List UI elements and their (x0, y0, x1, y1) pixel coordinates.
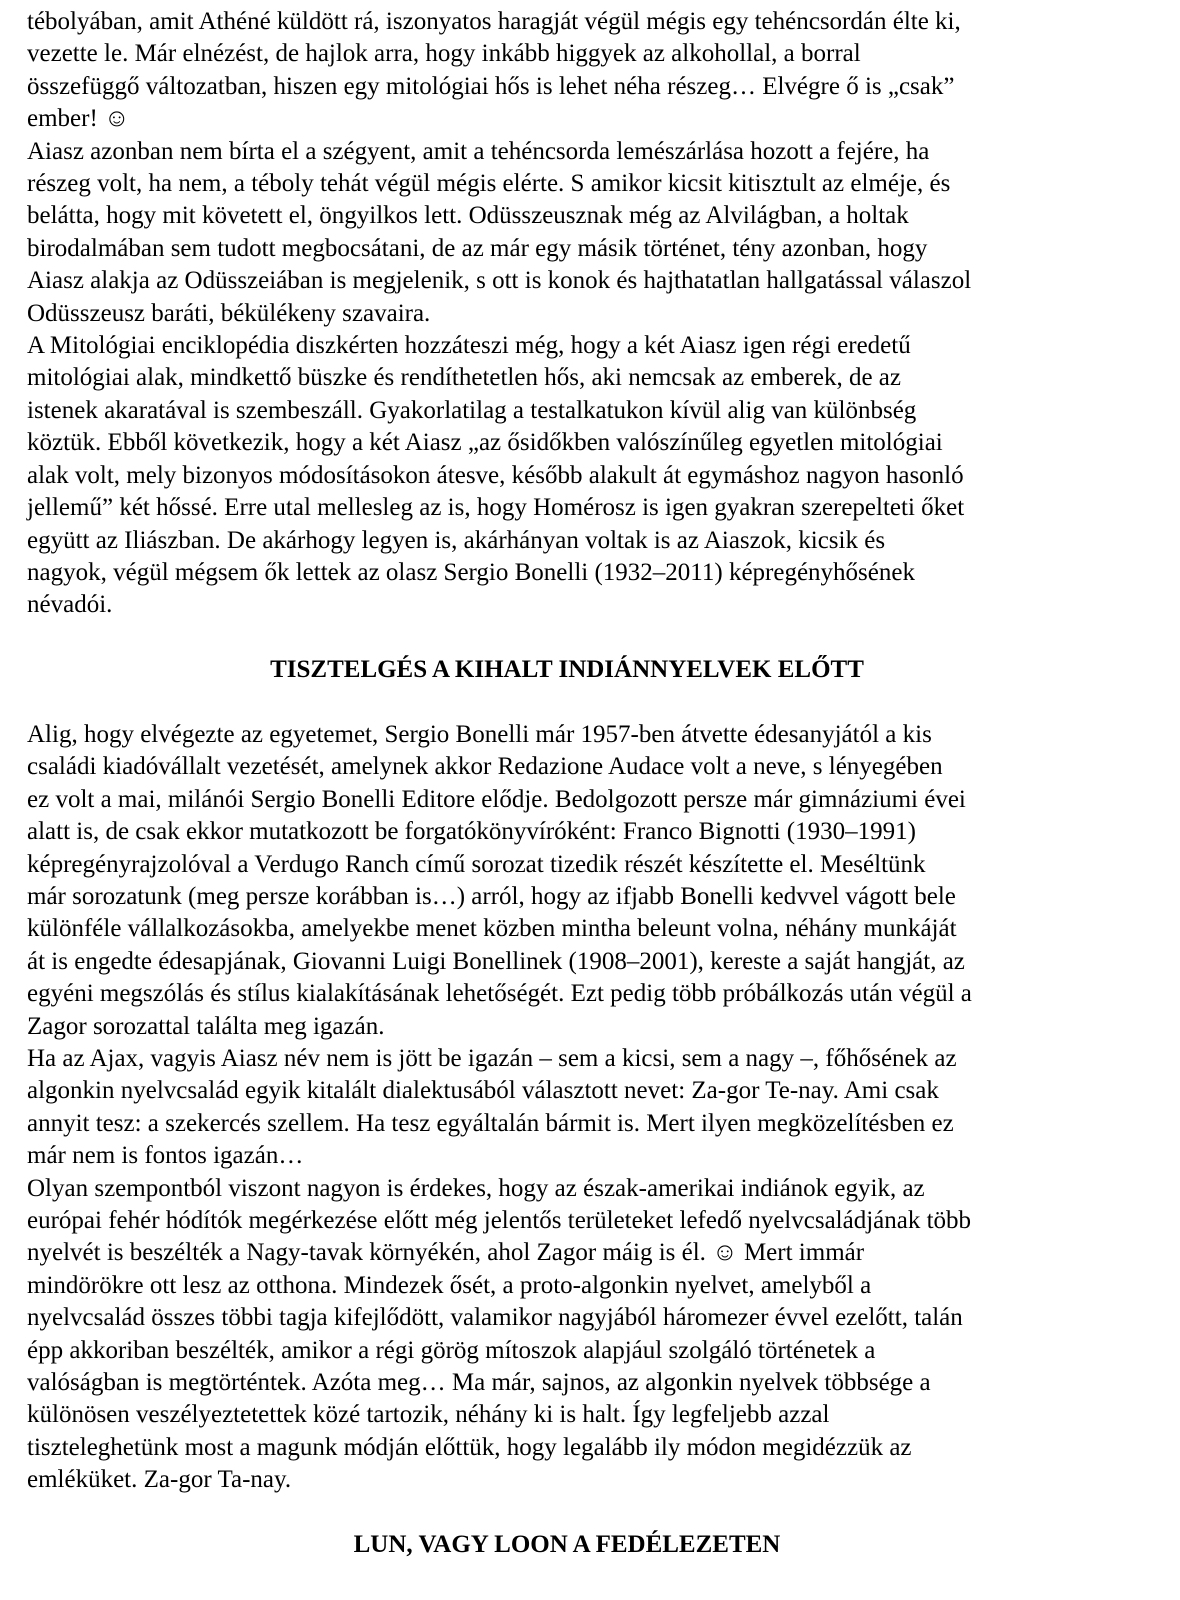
paragraph-ajax-madness: tébolyában, amit Athéné küldött rá, iszonyatos haragját végül mégis egy tehéncsordán élte ki, vezette le. Már elnézést, de hajlok arra, hogy inkább higgyek az alkohollal, a borral összefüggő változatban, hiszen egy mitológiai hős is lehet néha részeg… Elvégre ő is „csak” ember! ☺ (27, 8, 961, 133)
paragraph-bonelli-career: Alig, hogy elvégezte az egyetemet, Sergio Bonelli már 1957-ben átvette édesanyjától a kis családi kiadóvállalt vezetését, amelynek akkor Redazione Audace volt a neve, s lényegében ez volt a mai, milánói Sergio Bonelli Editore elődje. Bedolgozott persze már gimnáziumi évei alatt is, de csak ekkor mutatkozott be forgatókönyvíróként: Franco Bignotti (1930–1991) képregényrajzolóval a Verdugo Ranch című sorozat tizedik részét készítette el. Meséltünk már sorozatunk (meg persze korábban is…) arról, hogy az ifjabb Bonelli kedvvel vágott bele különféle vállalkozásokba, amelyekbe menet közben mintha beleunt volna, néhány munkáját át is engedte édesapjának, Giovanni Luigi Bonellinek (1908–2001), kereste a saját hangját, az egyéni megszólás és stílus kialakításának lehetőségét. Ezt pedig több próbálkozás után végül a Zagor sorozattal találta meg igazán. (27, 720, 972, 1040)
section-heading-native-languages: TISZTELGÉS A KIHALT INDIÁNNYELVEK ELŐTT (270, 656, 864, 684)
section-heading-loon: LUN, VAGY LOON A FEDÉLEZETEN (353, 1531, 781, 1559)
paragraph-algonquian-languages: Olyan szempontból viszont nagyon is érdekes, hogy az észak-amerikai indiánok egyik, az európai fehér hódítók megérkezése előtt még jelentős területeket lefedő nyelvcsaládjának több nyelvét is beszélték a Nagy-tavak környékén, ahol Zagor máig is él. ☺ Mert immár mindörökre ott lesz az otthona. Mindezek ősét, a proto-algonkin nyelvet, amelyből a nyelvcsalád összes többi tagja kifejlődött, valamikor nagyjából háromezer évvel ezelőtt, talán épp akkoriban beszélték, amikor a régi görög mítoszok alapjául szolgáló történetek a valóságban is megtörténtek. Azóta meg… Ma már, sajnos, az algonkin nyelvek többsége a különösen veszélyeztetettek közé tartozik, néhány ki is halt. Így legfeljebb azzal tiszteleghetünk most a magunk módján előttük, hogy legalább ily módon megidézzük az emléküket. Za-gor Ta-nay. (27, 1174, 972, 1494)
paragraph-two-ajax: A Mitológiai enciklopédia diszkérten hozzáteszi még, hogy a két Aiasz igen régi eredetű mitológiai alak, mindkettő büszke és rendíthetetlen hős, aki nemcsak az emberek, de az istenek akaratával is szembeszáll. Gyakorlatilag a testalkatukon kívül alig van különbség köztük. Ebből következik, hogy a két Aiasz „az ősidőkben valószínűleg egyetlen mitológiai alak volt, mely bizonyos módosításokon átesve, később alakult át egymáshoz nagyon hasonló jellemű” két hőssé. Erre utal mellesleg az is, hogy Homérosz is igen gyakran szerepelteti őket együtt az Iliászban. De akárhogy legyen is, akárhányan voltak is az Aiaszok, kicsik és nagyok, végül mégsem ők lettek az olasz Sergio Bonelli (1932–2011) képregényhősének névadói. (27, 332, 965, 619)
paragraph-zagor-name: Ha az Ajax, vagyis Aiasz név nem is jött be igazán – sem a kicsi, sem a nagy –, főhősének az algonkin nyelvcsalád egyik kitalált dialektusából választott nevet: Za-gor Te-nay. Ami csak annyit tesz: a szekercés szellem. Ha tesz egyáltalán bármit is. Mert ilyen megközelítésben ez már nem is fontos igazán… (27, 1044, 957, 1170)
paragraph-ajax-suicide: Aiasz azonban nem bírta el a szégyent, amit a tehéncsorda lemészárlása hozott a fejére, ha részeg volt, ha nem, a téboly tehát végül mégis elérte. S amikor kicsit kitisztult az elméje, és belátta, hogy mit követett el, öngyilkos lett. Odüsszeusznak még az Alvilágban, a holtak birodalmában sem tudott megbocsátani, de az már egy másik történet, tény azonban, hogy Aiasz alakja az Odüsszeiában is megjelenik, s ott is konok és hajthatatlan hallgatással válaszol Odüsszeusz baráti, békülékeny szavaira. (27, 137, 972, 327)
document-page (27, 6, 1107, 1561)
